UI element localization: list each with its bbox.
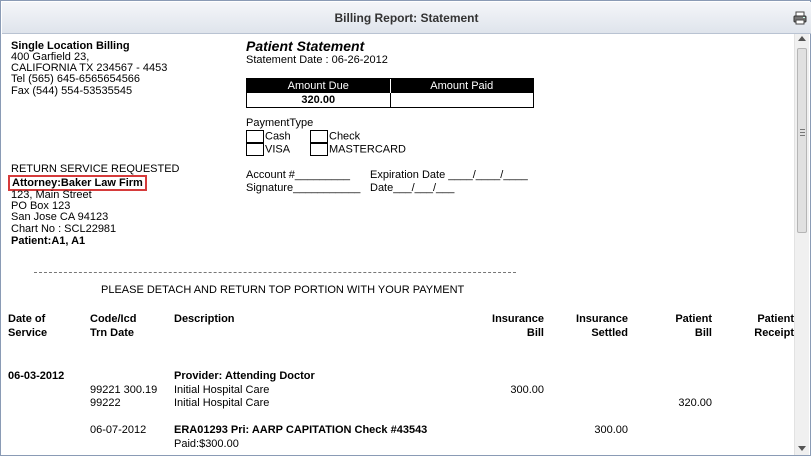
payment-row-2b <box>310 143 406 156</box>
check-checkbox[interactable] <box>310 130 328 143</box>
signature-line: Signature___________ <box>246 182 361 194</box>
sender-tel: Tel (565) 645-6565654566 <box>11 73 141 85</box>
recipient-po-box: PO Box 123 <box>11 200 71 212</box>
provider-line: Provider: Attending Doctor <box>174 370 315 382</box>
printer-icon[interactable] <box>793 11 807 25</box>
statement-content <box>2 34 795 455</box>
payment-row-1 <box>246 130 291 143</box>
check-label: Check <box>329 130 361 143</box>
window-title: Billing Report: Statement <box>334 11 479 25</box>
scroll-up-arrow-icon[interactable] <box>798 36 806 41</box>
table-row-1-code: 99221 300.19 <box>90 384 158 396</box>
payment-trn-date: 06-07-2012 <box>90 424 147 436</box>
detach-instructions: PLEASE DETACH AND RETURN TOP PORTION WITH YOUR PAYMENT <box>101 284 465 296</box>
cash-label: Cash <box>265 130 291 143</box>
patient-name: Patient:A1, A1 <box>11 235 86 247</box>
payment-row-1b <box>310 130 360 143</box>
expiration-line: Expiration Date ____/____/____ <box>370 169 528 181</box>
visa-checkbox[interactable] <box>246 143 264 156</box>
payment-ins-settled: 300.00 <box>594 424 628 436</box>
header-date-of-service: Date of Service <box>8 313 48 339</box>
attorney-name: Attorney:Baker Law Firm <box>8 175 147 191</box>
chart-number: Chart No : SCL22981 <box>11 223 117 235</box>
payment-type-label: PaymentType <box>246 117 314 129</box>
amount-paid-value <box>390 93 534 107</box>
date-line: Date___/___/___ <box>370 182 455 194</box>
table-row-1-ins-bill: 300.00 <box>510 384 544 396</box>
scroll-down-arrow-icon[interactable] <box>798 446 806 451</box>
statement-date: Statement Date : 06-26-2012 <box>246 54 388 66</box>
table-row-2-desc: Initial Hospital Care <box>174 397 270 409</box>
vertical-scrollbar[interactable] <box>794 34 809 455</box>
sender-address2: CALIFORNIA TX 234567 - 4453 <box>11 62 168 74</box>
payment-row-2 <box>246 143 290 156</box>
amount-due-value: 320.00 <box>301 94 336 106</box>
recipient-street: 123, Main Street <box>11 189 92 201</box>
header-patient-receipt: Patient Receipt <box>754 313 794 339</box>
amount-paid-header: Amount Paid <box>390 79 534 93</box>
header-code: Code/Icd Trn Date <box>90 313 137 339</box>
service-date: 06-03-2012 <box>8 370 65 382</box>
header-insurance-bill: Insurance Bill <box>492 313 544 339</box>
detach-divider <box>34 272 516 273</box>
recipient-city: San Jose CA 94123 <box>11 211 109 223</box>
payment-paid: Paid:$300.00 <box>174 438 239 450</box>
table-row-1-desc: Initial Hospital Care <box>174 384 270 396</box>
account-line: Account #_________ <box>246 169 350 181</box>
sender-fax: Fax (544) 554-53535545 <box>11 85 133 97</box>
table-row-2-pat-bill: 320.00 <box>678 397 712 409</box>
mastercard-label: MASTERCARD <box>329 143 407 156</box>
sender-name: Single Location Billing <box>11 40 130 52</box>
mastercard-checkbox[interactable] <box>310 143 328 156</box>
title-bar <box>2 2 811 34</box>
visa-label: VISA <box>265 143 291 156</box>
amount-table <box>246 78 534 108</box>
cash-checkbox[interactable] <box>246 130 264 143</box>
header-patient-bill: Patient Bill <box>675 313 712 339</box>
sender-address1: 400 Garfield 23, <box>11 51 90 63</box>
return-service-text: RETURN SERVICE REQUESTED <box>11 163 180 175</box>
header-insurance-settled: Insurance Settled <box>576 313 628 339</box>
scrollbar-thumb[interactable] <box>797 48 807 233</box>
statement-title: Patient Statement <box>246 38 365 54</box>
header-description: Description <box>174 313 235 325</box>
payment-description: ERA01293 Pri: AARP CAPITATION Check #43543 <box>174 424 428 436</box>
amount-due-header: Amount Due <box>287 80 349 92</box>
table-row-2-code: 99222 <box>90 397 121 409</box>
